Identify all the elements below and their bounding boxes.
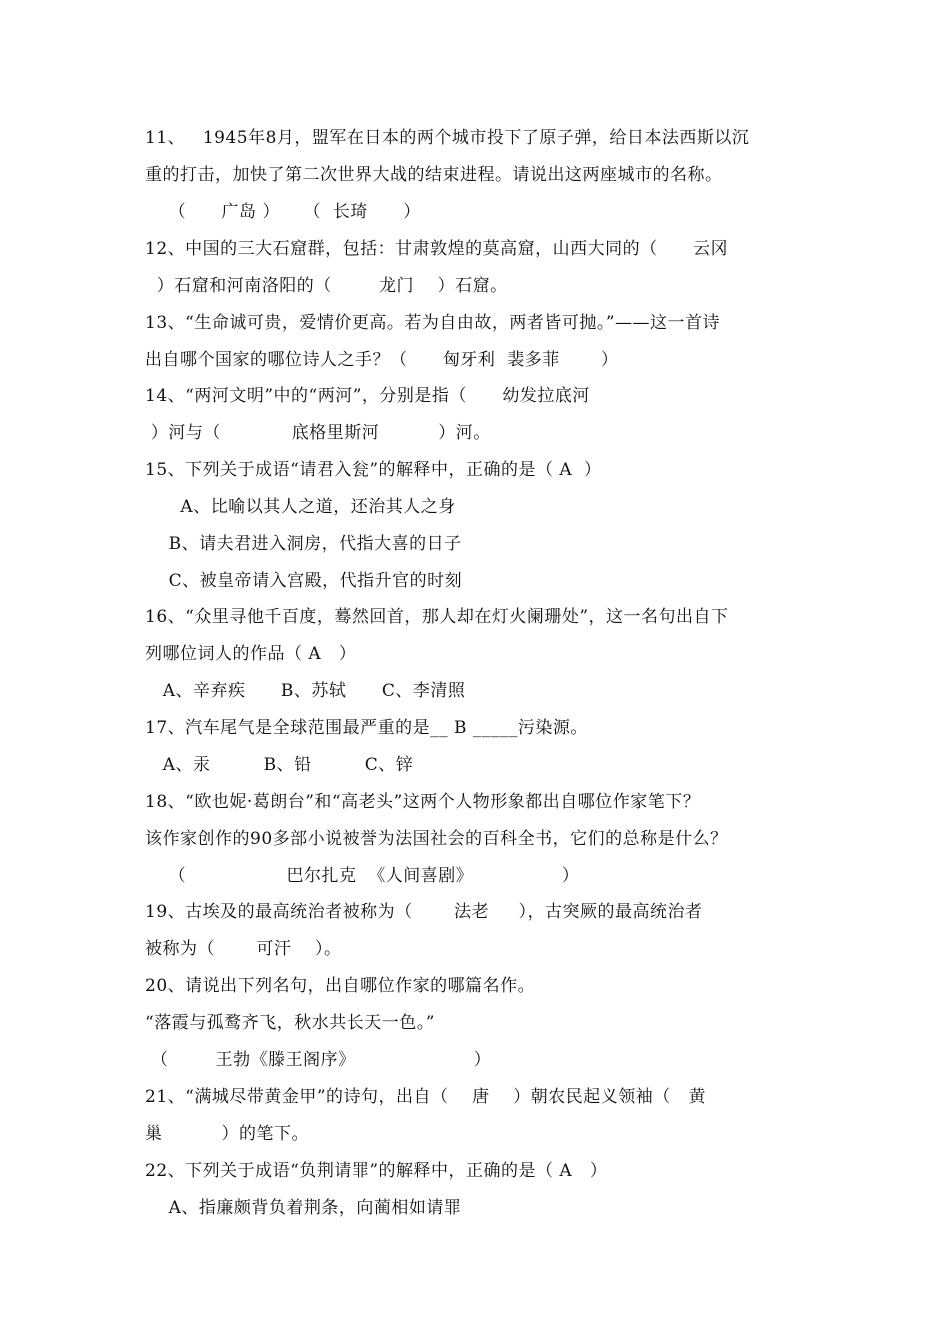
text-line: B、请夫君进入洞房，代指大喜的日子 <box>145 534 462 554</box>
text-line: （ 广岛 ） （ 长琦 ） <box>145 202 421 222</box>
text-line: ）石窟和河南洛阳的（ 龙门 ）石窟。 <box>145 276 508 296</box>
text-line: 14、“两河文明”中的“两河”，分别是指（ 幼发拉底河 <box>145 386 590 406</box>
text-line: 12、中国的三大石窟群，包括：甘肃敦煌的莫高窟，山西大同的（ 云冈 <box>145 239 729 259</box>
text-line: ）河与（ 底格里斯河 ）河。 <box>145 423 491 443</box>
text-line: 巢 ）的笔下。 <box>145 1124 310 1144</box>
text-line: 13、“生命诚可贵，爱情价更高。若为自由故，两者皆可抛。”——这一首诗 <box>145 313 721 333</box>
text-line: 被称为（ 可汗 ）。 <box>145 939 342 959</box>
text-line: 17、汽车尾气是全球范围最严重的是__ B _____污染源。 <box>145 718 588 738</box>
text-line: 20、请说出下列名句，出自哪位作家的哪篇名作。 <box>145 976 536 996</box>
text-line: 列哪位词人的作品（ A ） <box>145 644 357 664</box>
text-line: （ 王勃《滕王阁序》 ） <box>145 1050 492 1070</box>
text-line: （ 巴尔扎克 《人间喜剧》 ） <box>145 866 580 886</box>
text-line: 21、“满城尽带黄金甲”的诗句，出自（ 唐 ）朝农民起义领袖（ 黄 <box>145 1087 706 1107</box>
text-line: A、比喻以其人之道，还治其人之身 <box>145 497 456 517</box>
text-line: 出自哪个国家的哪位诗人之手？（ 匈牙利 裴多菲 ） <box>145 350 619 370</box>
text-line: 22、下列关于成语“负荆请罪”的解释中，正确的是（ A ） <box>145 1161 608 1181</box>
text-line: A、指廉颇背负着荆条，向蔺相如请罪 <box>145 1198 462 1218</box>
text-line: 16、“众里寻他千百度，蓦然回首，那人却在灯火阑珊处”，这一名句出自下 <box>145 607 729 627</box>
text-line: 该作家创作的90多部小说被誉为法国社会的百科全书，它们的总称是什么？ <box>145 829 728 849</box>
text-line: A、辛弃疾 B、苏轼 C、李清照 <box>145 681 466 701</box>
text-line: 15、下列关于成语“请君入瓮”的解释中，正确的是（ A ） <box>145 460 602 480</box>
text-line: “落霞与孤鹜齐飞，秋水共长天一色。” <box>145 1013 435 1033</box>
text-line: 重的打击，加快了第二次世界大战的结束进程。请说出这两座城市的名称。 <box>145 165 723 185</box>
text-line: A、汞 B、铅 C、锌 <box>145 755 414 775</box>
text-line: 19、古埃及的最高统治者被称为（ 法老 ），古突厥的最高统治者 <box>145 902 703 922</box>
text-line: 11、 1945年8月，盟军在日本的两个城市投下了原子弹，给日本法西斯以沉 <box>145 128 750 148</box>
text-line: 18、“欧也妮·葛朗台”和“高老头”这两个人物形象都出自哪位作家笔下？ <box>145 792 701 812</box>
text-line: C、被皇帝请入宫殿，代指升官的时刻 <box>145 571 463 591</box>
